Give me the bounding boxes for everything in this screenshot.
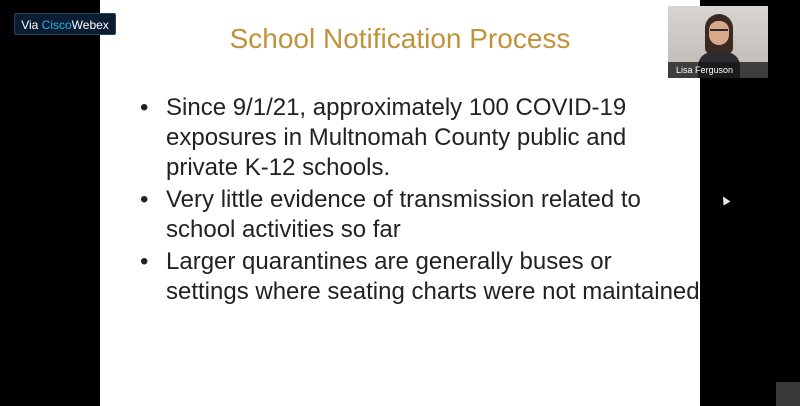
badge-prefix: Via: [21, 18, 42, 32]
participant-video-tile[interactable]: [668, 6, 768, 78]
bullet-item: [140, 93, 700, 183]
shared-slide: [100, 0, 700, 406]
bullet-dot: •: [140, 94, 149, 121]
bullet-text: Very little evidence of transmission related to school activities so far: [166, 186, 641, 243]
participant-glasses: [710, 29, 728, 33]
bullet-list: [140, 93, 700, 309]
participant-face: [709, 21, 729, 45]
badge-product: Webex: [71, 18, 109, 32]
bullet-text: Larger quarantines are generally buses or settings where seating charts were not maintained: [166, 248, 700, 305]
badge-brand: Cisco: [41, 18, 72, 32]
bullet-item: [140, 185, 700, 245]
slide-title: School Notification Process: [229, 23, 571, 54]
participant-name-label: Lisa Ferguson: [668, 62, 768, 78]
corner-control[interactable]: [776, 382, 800, 406]
bullet-text: Since 9/1/21, approximately 100 COVID-19 exposures in Multnomah County public and private K-12 schools.: [166, 94, 627, 181]
via-webex-badge: [14, 13, 116, 35]
bullet-dot: •: [140, 186, 149, 213]
mouse-pointer-icon: [720, 195, 731, 206]
bullet-dot: •: [140, 248, 149, 275]
bullet-item: [140, 247, 700, 307]
